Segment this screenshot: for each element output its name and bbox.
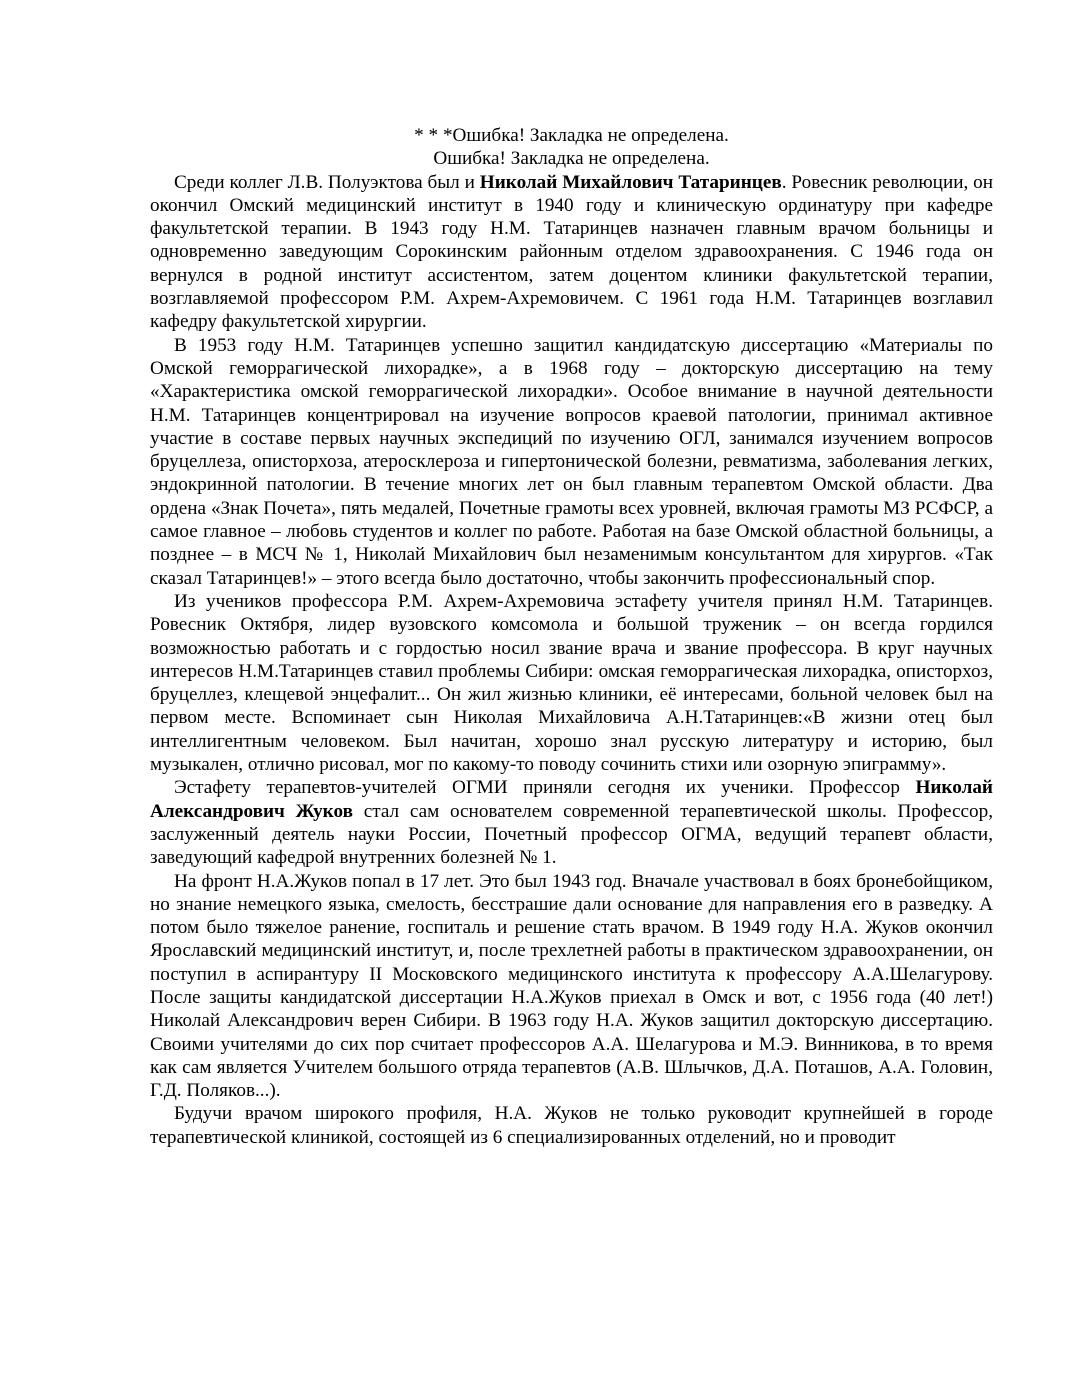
heading-line-2: Ошибка! Закладка не определена. xyxy=(433,148,710,170)
person-name-tatarintsev: Николай Михайлович Татаринцев xyxy=(479,171,782,193)
person-name-zhukov: Николай Александрович Жуков xyxy=(150,777,993,822)
paragraph-4 xyxy=(150,776,993,869)
paragraph-6: Будучи врачом широкого профиля, Н.А. Жуков не только руководит крупнейшей в городе терапевтической клиникой, состоящей из 6 специализированных отделений, но и проводит xyxy=(150,1103,993,1148)
paragraph-4-text-end: стал сам основателем современной терапевтической школы. Профессор, заслуженный деятель науки России, Почетный профессор ОГМА, ведущий терапевт области, заведующий кафедрой внутренних болезней № 1. xyxy=(150,800,993,869)
heading-line-1: * * *Ошибка! Закладка не определена. xyxy=(414,125,729,146)
paragraph-1-text-end: . Ровесник революции, он окончил Омский медицинский институт в 1940 году и клиническую ординатуру при кафедре факультетской терапии. В 1943 году Н.М. Татаринцев назначен главным врачом больницы и одновременно заведующим Сорокинским районным отделом здравоохранения. С 1946 года он вернулся в родной институт ассистентом, затем доцентом клиники факультетской терапии, возглавляемой профессором Р.М. Ахрем-Ахремовичем. С 1961 года Н.М. Татаринцев возглавил кафедру факультетской хирургии. xyxy=(150,171,994,333)
paragraph-4-text-start: Эстафету терапевтов-учителей ОГМИ приняли сегодня их ученики. Профессор xyxy=(174,777,916,799)
paragraph-3: Из учеников профессора Р.М. Ахрем-Ахремовича эстафету учителя принял Н.М. Татаринцев. Ровесник Октября, лидер вузовского комсомола и большой труженик – он всегда гордился возможностью работать и с гордостью носил звание врача и звание профессора. В круг научных интересов Н.М.Татаринцев ставил проблемы Сибири: омская геморрагическая лихорадка, описторхоз, бруцеллез, клещевой энцефалит... Он жил жизнью клиники, её интересами, больной человек был на первом месте. Вспоминает сын Николая Михайловича А.Н.Татаринцев:«В жизни отец был интеллигентным человеком. Был начитан, хорошо знал русскую литературу и историю, был музыкален, отлично рисовал, мог по какому-то поводу сочинить стихи или озорную эпиграмму». xyxy=(150,590,993,776)
paragraph-5: На фронт Н.А.Жуков попал в 17 лет. Это был 1943 год. Вначале участвовал в боях бронебойщиком, но знание немецкого языка, смелость, бесстрашие дали основание для направления его в разведку. А потом было тяжелое ранение, госпиталь и решение стать врачом. В 1949 году Н.А. Жуков окончил Ярославский медицинский институт, и, после трехлетней работы в практическом здравоохранении, он поступил в аспирантуру II Московского медицинского института к профессору А.А.Шелагурову. После защиты кандидатской диссертации Н.А.Жуков приехал в Омск и вот, с 1956 года (40 лет!) Николай Александрович верен Сибири. В 1963 году Н.А. Жуков защитил докторскую диссертацию. Своими учителями до сих пор считает профессоров А.А. Шелагурова и М.Э. Винникова, в то время как сам является Учителем большого отряда терапевтов (А.В. Шлычков, Д.А. Поташов, А.А. Головин, Г.Д. Поляков...). xyxy=(150,870,993,1102)
paragraph-2: В 1953 году Н.М. Татаринцев успешно защитил кандидатскую диссертацию «Материалы по Омской геморрагической лихорадке», а в 1968 году – докторскую диссертацию на тему «Характеристика омской геморрагической лихорадки». Особое внимание в научной деятельности Н.М. Татаринцев концентрировал на изучение вопросов краевой патологии, принимал активное участие в составе первых научных экспедиций по изучению ОГЛ, занимался изучением вопросов бруцеллеза, описторхоза, атеросклероза и гипертонической болезни, ревматизма, заболевания легких, эндокринной патологии. В течение многих лет он был главным терапевтом Омской области. Два ордена «Знак Почета», пять медалей, Почетные грамоты всех уровней, включая грамоты МЗ РСФСР, а самое главное – любовь студентов и коллег по работе. Работая на базе Омской областной больницы, а позднее – в МСЧ № 1, Николай Михайлович был незаменимым консультантом для хирургов. «Так сказал Татаринцев!» – этого всегда было достаточно, чтобы закончить профессиональный спор. xyxy=(150,334,993,589)
paragraph-1 xyxy=(150,171,993,334)
document-page xyxy=(150,124,993,1149)
paragraph-1-text-start: Среди коллег Л.В. Полуэктова был и xyxy=(174,171,480,193)
